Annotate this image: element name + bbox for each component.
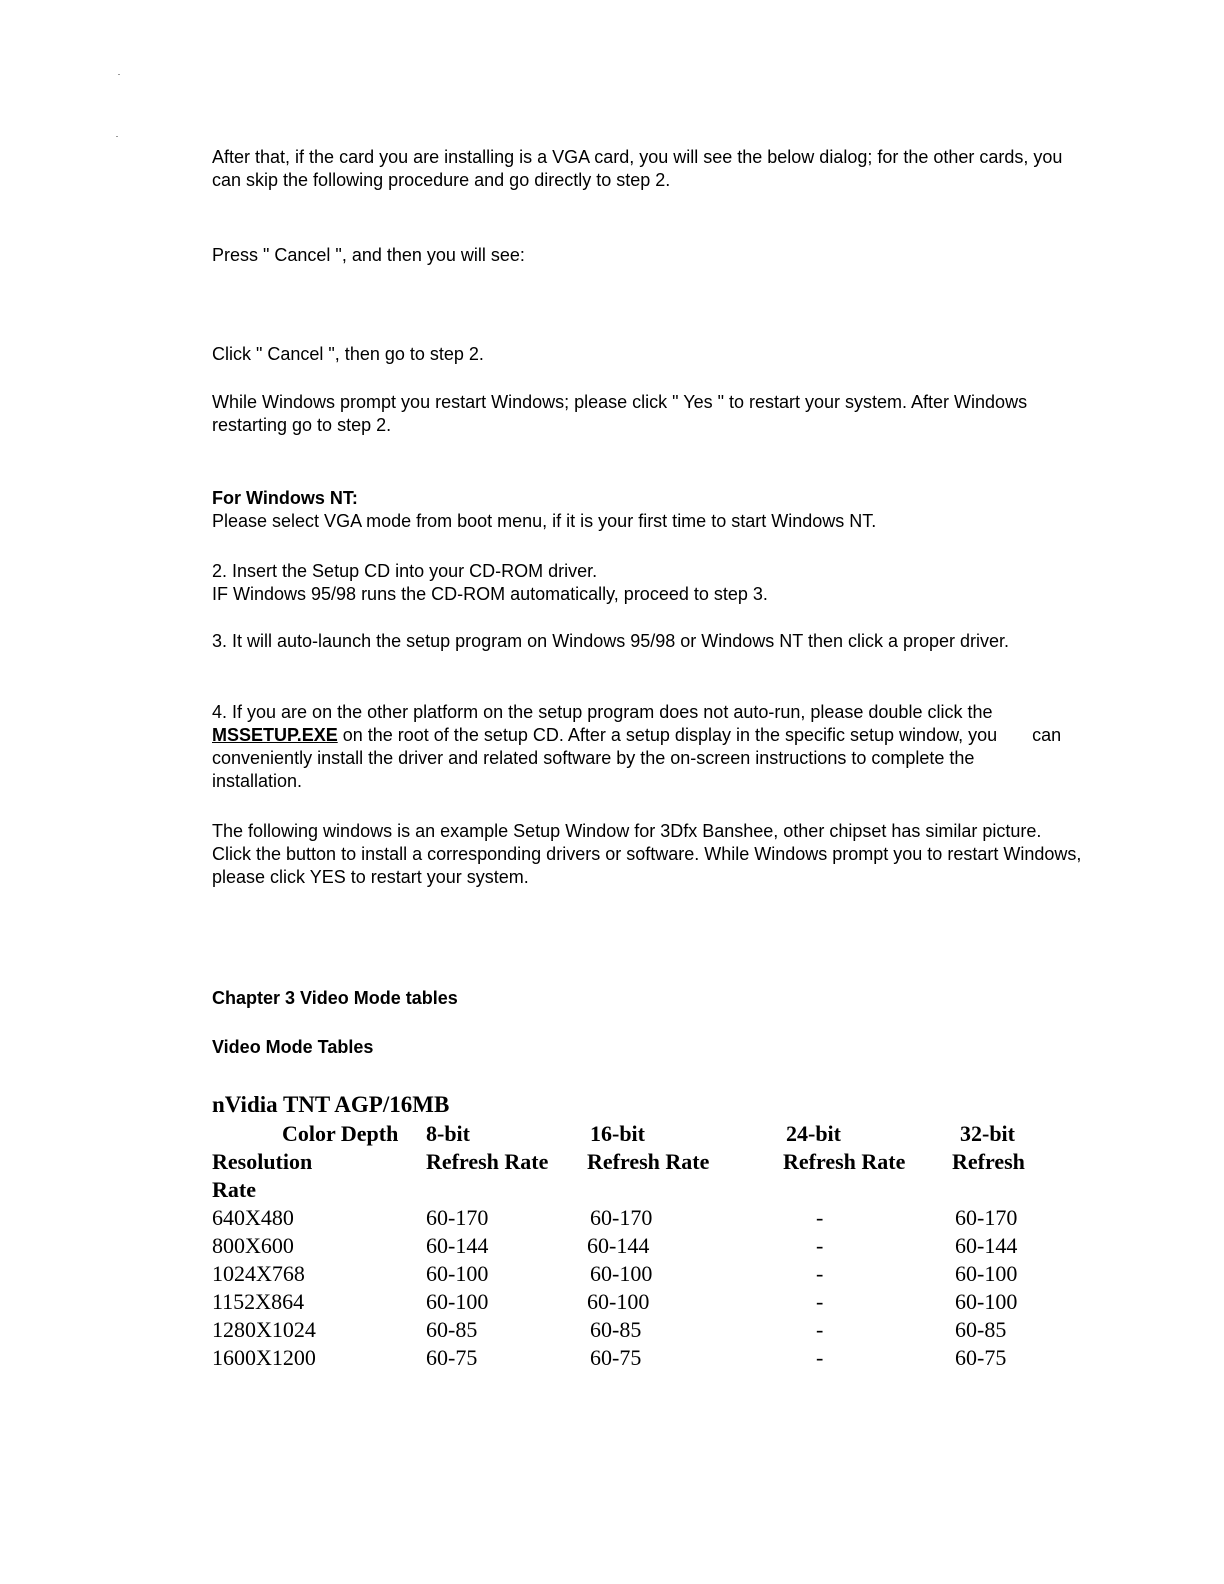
refresh-32bit-cell: 60-170 xyxy=(955,1205,1018,1230)
step-4-text-start: 4. If you are on the other platform on the setup program does not auto-run, please double click the xyxy=(212,702,993,722)
refresh-8bit-cell: 60-85 xyxy=(426,1317,478,1342)
table-title: nVidia TNT AGP/16MB xyxy=(212,1092,450,1117)
step-4-text-end: installation. xyxy=(212,771,303,791)
refresh-24bit-cell: - xyxy=(816,1317,824,1342)
click-cancel-paragraph: Click " Cancel ", then go to step 2. xyxy=(212,344,484,364)
refresh-24bit-cell: - xyxy=(816,1205,824,1230)
refresh-32bit-cell: 60-144 xyxy=(955,1233,1018,1258)
refresh-8bit-cell: 60-100 xyxy=(426,1261,489,1286)
intro-paragraph: After that, if the card you are installing is a VGA card, you will see the below dialog; for the other cards, you can skip the following procedure and go directly to step 2. xyxy=(212,147,1063,190)
refresh-16bit-cell: 60-144 xyxy=(587,1233,650,1258)
refresh-8bit-cell: 60-170 xyxy=(426,1205,489,1230)
press-cancel-paragraph: Press " Cancel ", and then you will see: xyxy=(212,245,525,265)
resolution-header: Resolution xyxy=(212,1149,313,1174)
step-4-text-middle-2: can conveniently install the driver and related software by the on-screen instructions to complete the xyxy=(212,725,1062,768)
refresh-header-32: Refresh xyxy=(952,1149,1025,1174)
example-setup-paragraph: The following windows is an example Setup Window for 3Dfx Banshee, other chipset has similar picture. Click the button to install a corresponding drivers or software. While Windows prompt you to restart Windows, please click YES to restart your system. xyxy=(212,821,1082,887)
refresh-16bit-cell: 60-100 xyxy=(587,1289,650,1314)
chapter-heading: Chapter 3 Video Mode tables xyxy=(212,988,458,1008)
rate-header: Rate xyxy=(212,1177,256,1202)
refresh-32bit-cell: 60-100 xyxy=(955,1261,1018,1286)
bit-header-24: 24-bit xyxy=(786,1121,841,1146)
resolution-cell: 1280X1024 xyxy=(212,1317,316,1342)
refresh-8bit-cell: 60-100 xyxy=(426,1289,489,1314)
color-depth-header: Color Depth xyxy=(282,1121,399,1146)
refresh-8bit-cell: 60-144 xyxy=(426,1233,489,1258)
refresh-24bit-cell: - xyxy=(816,1233,824,1258)
scan-speck xyxy=(116,136,118,137)
bit-header-16: 16-bit xyxy=(590,1121,645,1146)
video-mode-tables-heading: Video Mode Tables xyxy=(212,1037,374,1057)
step-3-paragraph: 3. It will auto-launch the setup program on Windows 95/98 or Windows NT then click a proper driver. xyxy=(212,631,1010,651)
resolution-cell: 800X600 xyxy=(212,1233,294,1258)
refresh-32bit-cell: 60-85 xyxy=(955,1317,1007,1342)
refresh-header-16: Refresh Rate xyxy=(587,1149,710,1174)
refresh-16bit-cell: 60-75 xyxy=(590,1345,642,1370)
refresh-24bit-cell: - xyxy=(816,1261,824,1286)
restart-paragraph: While Windows prompt you restart Windows; please click " Yes " to restart your system. After Windows restarting go to step 2. xyxy=(212,392,1028,435)
step-2-line-1: 2. Insert the Setup CD into your CD-ROM driver. xyxy=(212,561,598,581)
refresh-header-8: Refresh Rate xyxy=(426,1149,549,1174)
refresh-32bit-cell: 60-100 xyxy=(955,1289,1018,1314)
refresh-24bit-cell: - xyxy=(816,1289,824,1314)
bit-header-32: 32-bit xyxy=(960,1121,1015,1146)
refresh-header-24: Refresh Rate xyxy=(783,1149,906,1174)
resolution-cell: 1600X1200 xyxy=(212,1345,316,1370)
step-4-paragraph xyxy=(212,701,1082,793)
bit-header-8: 8-bit xyxy=(426,1121,470,1146)
scan-speck xyxy=(118,74,120,75)
refresh-16bit-cell: 60-85 xyxy=(590,1317,642,1342)
resolution-cell: 1024X768 xyxy=(212,1261,305,1286)
refresh-24bit-cell: - xyxy=(816,1345,824,1370)
resolution-cell: 640X480 xyxy=(212,1205,294,1230)
windows-nt-text: Please select VGA mode from boot menu, if it is your first time to start Windows NT. xyxy=(212,511,877,531)
refresh-32bit-cell: 60-75 xyxy=(955,1345,1007,1370)
step-2-line-2: IF Windows 95/98 runs the CD-ROM automatically, proceed to step 3. xyxy=(212,584,768,604)
refresh-16bit-cell: 60-170 xyxy=(590,1205,653,1230)
mssetup-exe-link[interactable]: MSSETUP.EXE xyxy=(212,725,338,745)
resolution-cell: 1152X864 xyxy=(212,1289,305,1314)
refresh-8bit-cell: 60-75 xyxy=(426,1345,478,1370)
refresh-16bit-cell: 60-100 xyxy=(590,1261,653,1286)
windows-nt-heading: For Windows NT: xyxy=(212,488,358,508)
step-4-text-middle: on the root of the setup CD. After a setup display in the specific setup window, you xyxy=(342,725,998,745)
